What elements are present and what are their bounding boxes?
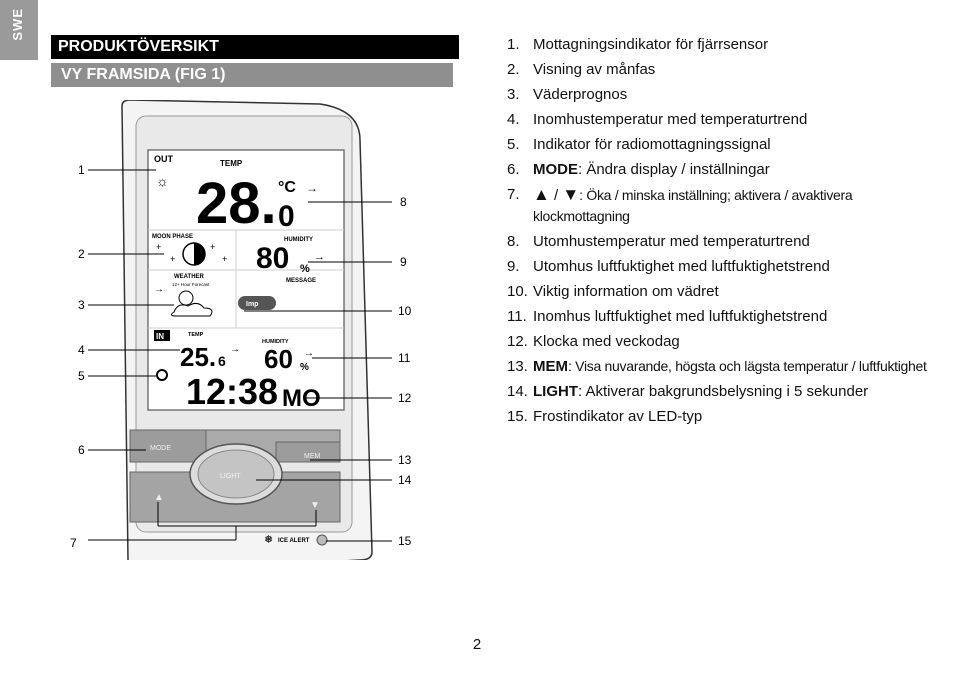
ice-alert-led	[317, 535, 327, 545]
language-tab	[0, 0, 38, 60]
temperature-unit: °C	[278, 179, 296, 196]
page-number: 2	[472, 636, 482, 653]
indoor-temperature-decimal: 6	[218, 353, 226, 369]
message-label: MESSAGE	[286, 278, 317, 284]
component-list	[507, 34, 927, 431]
callout-8: 8	[400, 195, 407, 209]
temp-label: TEMP	[220, 159, 243, 168]
outdoor-humidity: 80	[256, 242, 290, 275]
list-item: 11. Inomhus luftfuktighet med luftfuktighetstrend	[507, 308, 828, 325]
callout-2: 2	[78, 247, 85, 261]
list-item: 13. MEM: Visa nuvarande, högsta och lägsta temperatur / luftfuktighet	[507, 358, 927, 375]
list-item: 15. Frostindikator av LED-typ	[507, 408, 703, 425]
callout-11: 11	[398, 351, 411, 365]
callout-4: 4	[78, 343, 85, 357]
clock-weekday: MO	[282, 385, 321, 412]
indoor-humidity-percent: %	[300, 362, 309, 373]
callout-6: 6	[78, 443, 85, 457]
list-item: 5. Indikator för radiomottagningssignal	[507, 136, 771, 153]
callout-12: 12	[398, 391, 412, 405]
trend-arrow-icon: →	[154, 284, 164, 295]
section-title: PRODUKTÖVERSIKT	[51, 35, 459, 59]
signal-icon: ☼	[156, 173, 169, 189]
up-triangle-icon: ▲	[533, 185, 550, 204]
callout-5: 5	[78, 369, 85, 383]
out-label: OUT	[154, 154, 173, 164]
down-arrow-button[interactable]: ▼	[310, 500, 320, 511]
indoor-temperature: 25.	[180, 342, 217, 372]
up-arrow-button[interactable]: ▲	[154, 492, 164, 503]
trend-arrow-icon: →	[306, 181, 318, 195]
callout-7: 7	[70, 536, 77, 550]
indoor-temp-label: TEMP	[188, 332, 204, 338]
callout-10: 10	[398, 304, 412, 318]
trend-arrow-icon: →	[304, 348, 314, 359]
list-item: 10. Viktig information om vädret	[507, 283, 719, 300]
message-icon-text: Imp	[246, 301, 259, 308]
list-item: 8. Utomhustemperatur med temperaturtrend	[507, 233, 810, 250]
indoor-humidity: 60	[264, 344, 293, 374]
light-button-label: LIGHT	[220, 473, 241, 480]
star-icon: +	[210, 242, 216, 252]
weather-station-figure	[60, 100, 420, 560]
ice-alert-label: ICE ALERT	[278, 538, 310, 544]
list-item: 9. Utomhus luftfuktighet med luftfuktighetstrend	[507, 258, 830, 275]
trend-arrow-icon: →	[230, 344, 240, 355]
mem-button-label: MEM	[304, 453, 321, 460]
list-item: 4. Inomhustemperatur med temperaturtrend	[507, 111, 808, 128]
mode-button-label: MODE	[150, 445, 171, 452]
language-tab-label: SWE	[10, 8, 25, 41]
indoor-humidity-label: HUMIDITY	[262, 339, 289, 345]
outdoor-temperature-decimal: 0	[278, 200, 295, 233]
callout-9: 9	[400, 255, 407, 269]
weather-label: WEATHER	[174, 274, 204, 280]
clock-time: 12:38	[186, 371, 279, 412]
sun-icon	[179, 291, 193, 305]
list-item: 14. LIGHT: Aktiverar bakgrundsbelysning i 5 sekunder	[507, 383, 869, 400]
list-item: 6. MODE: Ändra display / inställningar	[507, 161, 770, 178]
in-label: IN	[156, 332, 164, 341]
section-subtitle: VY FRAMSIDA (FIG 1)	[51, 63, 453, 87]
trend-arrow-icon: →	[314, 251, 325, 263]
weather-sublabel: 12+ Hour Forecast	[172, 282, 210, 287]
star-icon: +	[222, 254, 228, 264]
list-item: 12. Klocka med veckodag	[507, 333, 680, 350]
humidity-percent: %	[300, 263, 310, 275]
callout-14: 14	[398, 473, 412, 487]
callout-1: 1	[78, 163, 85, 177]
moon-phase-label: MOON PHASE	[152, 234, 194, 240]
humidity-label: HUMIDITY	[284, 237, 313, 243]
snowflake-icon: ❅	[264, 534, 274, 546]
star-icon: +	[156, 242, 162, 252]
list-item: 3. Väderprognos	[507, 86, 628, 103]
star-icon: +	[170, 254, 176, 264]
callout-15: 15	[398, 534, 412, 548]
down-triangle-icon: ▼	[562, 185, 580, 204]
callout-13: 13	[398, 453, 412, 467]
list-item: 1. Mottagningsindikator för fjärrsensor	[507, 36, 769, 53]
list-item: 2. Visning av månfas	[507, 61, 656, 78]
list-item: 7. ▲ / ▼: Öka / minska inställning; aktivera / avaktivera klockmottagning	[507, 185, 853, 224]
callout-3: 3	[78, 298, 85, 312]
outdoor-temperature: 28.	[196, 171, 277, 236]
